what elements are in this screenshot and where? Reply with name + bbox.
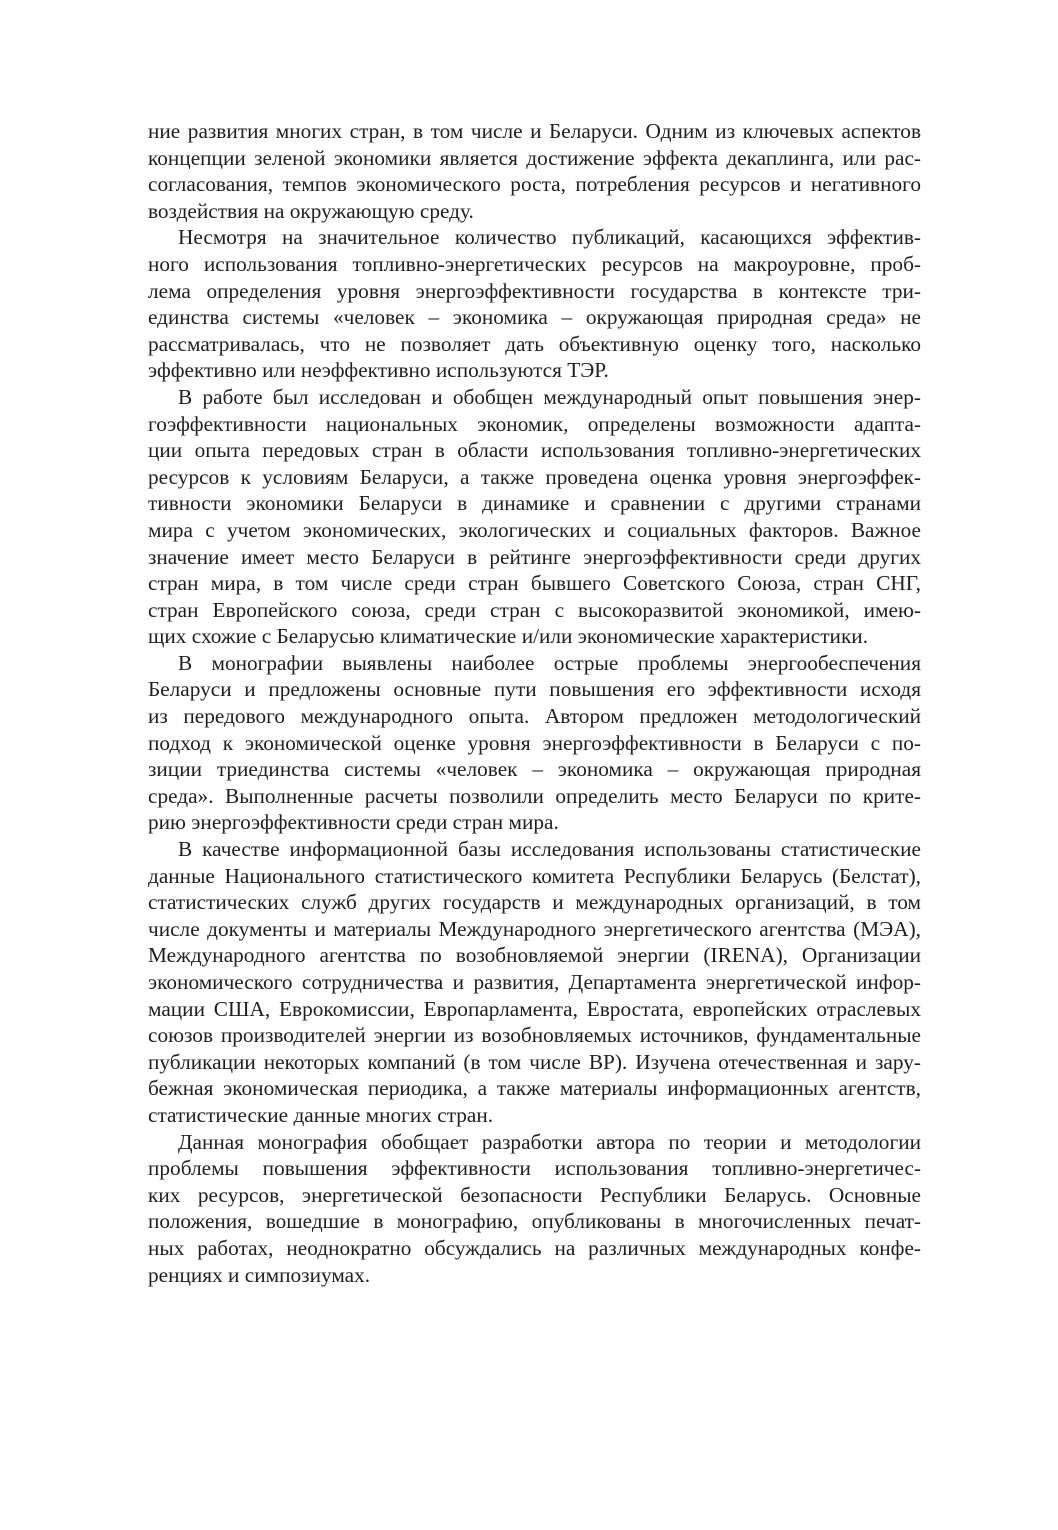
text-line: статистические данные многих стран. [148,1102,494,1127]
text-line: рассматривалась, что не позволяет дать объективную оценку того, насколько [148,331,921,356]
text-line: значение имеет место Беларуси в рейтинге энергоэффективности среди других [148,544,921,569]
text-line: Беларуси и предложены основные пути повышения его эффективности исходя [148,677,921,702]
text-line: единства системы «человек – экономика – окружающая природная среда» не [148,305,921,330]
text-line: ного использования топливно-энергетических ресурсов на макроуровне, проб- [148,251,921,276]
text-line: В монографии выявлены наиболее острые проблемы энергообеспечения [178,650,921,675]
text-line: мира с учетом экономических, экологических и социальных факторов. Важное [148,517,921,542]
text-line: данные Национального статистического комитета Республики Беларусь (Белстат), [148,863,921,888]
text-line: зиции триединства системы «человек – экономика – окружающая природная [148,757,921,782]
text-line: стран мира, в том числе среди стран бывшего Советского Союза, стран СНГ, [148,571,921,596]
text-line: тивности экономики Беларуси в динамике и сравнении с другими странами [148,491,921,516]
text-line: Несмотря на значительное количество публикаций, касающихся эффектив- [178,225,921,250]
paragraph [148,650,921,836]
text-line: гоэффективности национальных экономик, определены возможности адапта- [148,411,921,436]
text-line: воздействия на окружающую среду. [148,198,474,223]
text-line: стран Европейского союза, среди стран с высокоразвитой экономикой, имею- [148,597,921,622]
text-line: Международного агентства по возобновляемой энергии (IRENA), Организации [148,943,921,968]
text-line: публикации некоторых компаний (в том числе BP). Изучена отечественная и зару- [148,1049,921,1074]
text-line: из передового международного опыта. Автором предложен методологический [148,704,921,729]
paragraph [148,836,921,1129]
text-line: ренциях и симпозиумах. [148,1262,371,1287]
text-line: В качестве информационной базы исследования использованы статистические [178,837,921,862]
text-line: ных работах, неоднократно обсуждались на различных международных конфе- [148,1235,921,1260]
text-line: концепции зеленой экономики является достижение эффекта декаплинга, или рас- [148,145,921,170]
paragraph [148,1129,921,1289]
text-line: мации США, Еврокомиссии, Европарламента, Евростата, европейских отраслевых [148,996,921,1021]
paragraph [148,384,921,650]
text-line: положения, вошедшие в монографию, опубликованы в многочисленных печат- [148,1209,921,1234]
text-line: среда». Выполненные расчеты позволили определить место Беларуси по крите- [148,783,921,808]
text-line: экономического сотрудничества и развития, Департамента энергетической инфор- [148,970,921,994]
text-line: согласования, темпов экономического роста, потребления ресурсов и негативного [148,172,921,197]
text-line: союзов производителей энергии из возобновляемых источников, фундаментальные [148,1023,921,1048]
text-line: ние развития многих стран, в том числе и Беларуси. Одним из ключевых аспектов [148,119,921,143]
text-line: рию энергоэффективности среди стран мира. [148,810,559,835]
text-line: ции опыта передовых стран в области использования топливно-энергетических [148,438,921,463]
text-line: щих схожие с Беларусью климатические и/или экономические характеристики. [148,624,869,649]
text-line: ких ресурсов, энергетической безопасности Республики Беларусь. Основные [148,1182,921,1207]
text-line: эффективно или неэффективно используются ТЭР. [148,358,609,383]
text-line: подход к экономической оценке уровня энергоэффективности в Беларуси с по- [148,730,921,755]
text-line: лема определения уровня энергоэффективности государства в контексте три- [148,278,921,303]
text-line: проблемы повышения эффективности использования топливно-энергетичес- [148,1156,921,1181]
text-line: В работе был исследован и обобщен международный опыт повышения энер- [178,384,921,409]
text-line: ресурсов к условиям Беларуси, а также проведена оценка уровня энергоэффек- [148,464,921,489]
paragraph [148,118,921,224]
text-line: числе документы и материалы Международного энергетического агентства (МЭА), [148,916,921,941]
paragraph [148,224,921,384]
text-line: Данная монография обобщает разработки автора по теории и методологии [178,1129,921,1154]
body-text [148,118,921,1288]
text-line: статистических служб других государств и международных организаций, в том [148,890,921,915]
text-line: бежная экономическая периодика, а также материалы информационных агентств, [148,1076,921,1101]
